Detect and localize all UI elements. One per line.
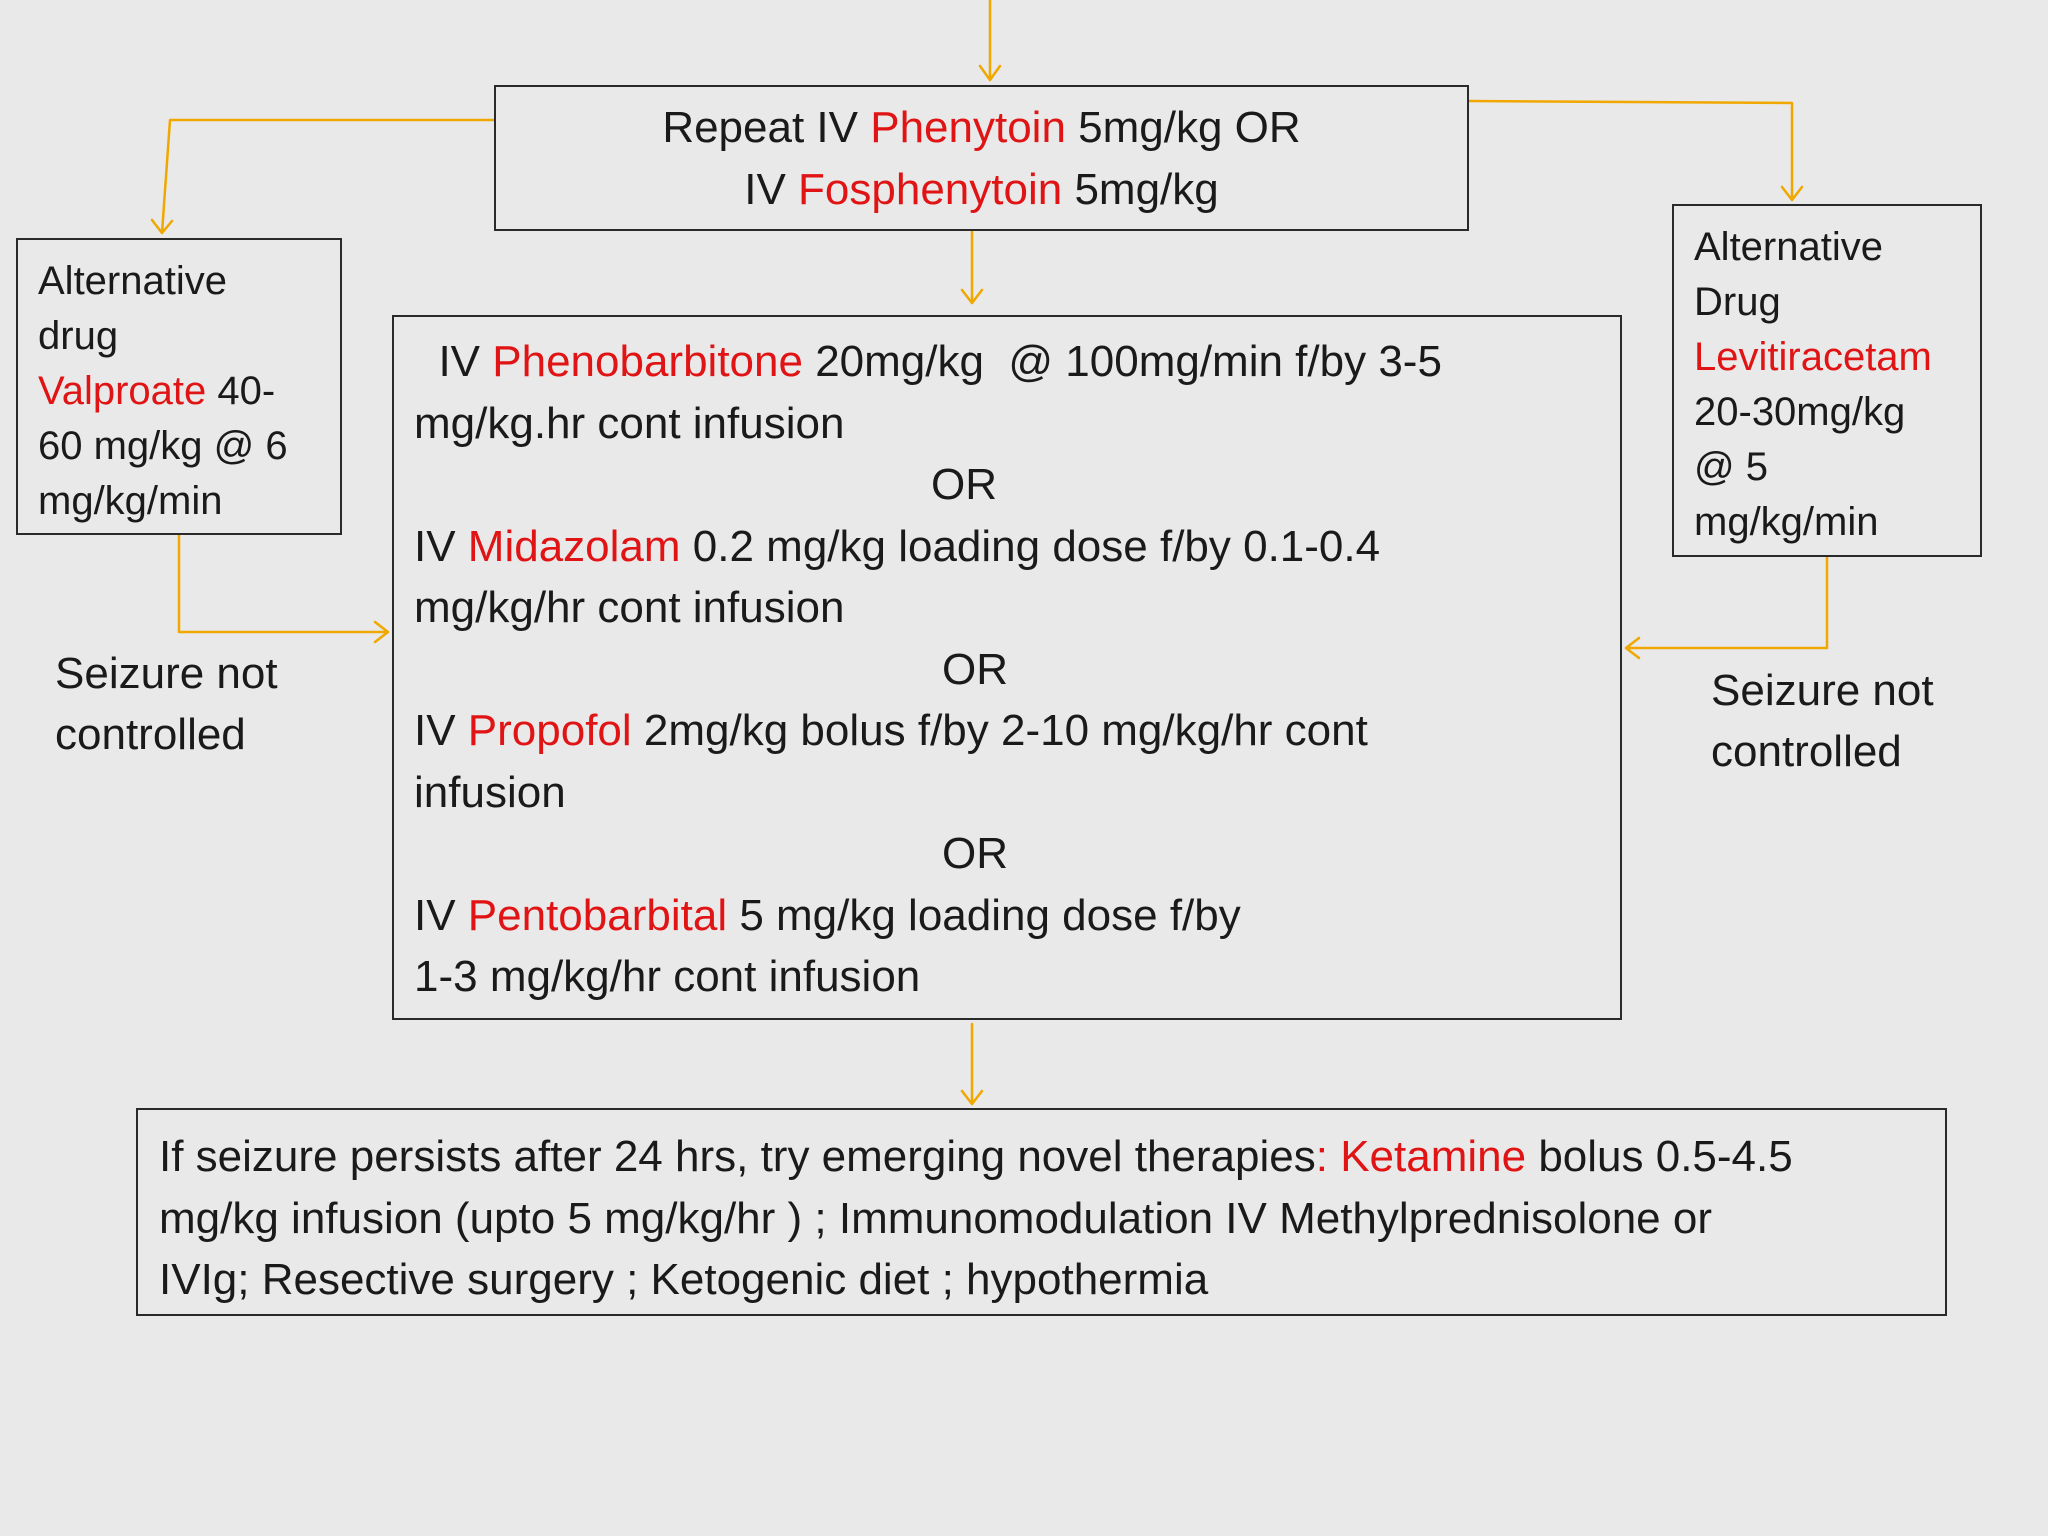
pentobarbital-line: IV Pentobarbital 5 mg/kg loading dose f/by bbox=[414, 890, 1241, 940]
repeat-phenytoin-box bbox=[494, 85, 1469, 231]
phenobarbitone-line-2: mg/kg.hr cont infusion bbox=[414, 398, 845, 448]
midazolam-line-2: mg/kg/hr cont infusion bbox=[414, 583, 845, 632]
fosphenytoin-line: IV Fosphenytoin 5mg/kg bbox=[744, 165, 1219, 214]
left-box-line: Alternative bbox=[38, 259, 227, 303]
novel-therapies-line-2: mg/kg infusion (upto 5 mg/kg/hr ) ; Immunomodulation IV Methylprednisolone or bbox=[159, 1193, 1712, 1243]
midazolam-line: IV Midazolam 0.2 mg/kg loading dose f/by 0.1-0.4 bbox=[414, 521, 1381, 571]
arrow-main-to-bottom bbox=[962, 1024, 982, 1104]
arrow-left-to-main bbox=[179, 535, 388, 642]
arrow-right-to-main bbox=[1626, 557, 1827, 658]
novel-therapies-line-3: IVIg; Resective surgery ; Ketogenic diet ; hypothermia bbox=[159, 1255, 1209, 1304]
left-box-line: 60 mg/kg @ 6 bbox=[38, 424, 288, 468]
arrow-to-right-alternative bbox=[1469, 101, 1802, 200]
or-separator: OR bbox=[942, 644, 1008, 694]
arrow-incoming-top bbox=[980, 0, 1000, 80]
left-box-line: Valproate 40- bbox=[38, 369, 276, 413]
drug-phenytoin: Phenytoin bbox=[870, 103, 1066, 152]
drug-pentobarbital: Pentobarbital bbox=[467, 890, 728, 940]
drug-fosphenytoin: Fosphenytoin bbox=[798, 165, 1063, 214]
phenobarbitone-line: IV Phenobarbitone 20mg/kg @ 100mg/min f/by 3-5 bbox=[414, 337, 1442, 386]
or-separator: OR bbox=[931, 460, 997, 509]
left-box-line: mg/kg/min bbox=[38, 479, 223, 523]
valproate-alternative-box bbox=[16, 238, 342, 535]
right-box-line: mg/kg/min bbox=[1694, 500, 1879, 544]
novel-therapies-box bbox=[136, 1108, 1947, 1316]
propofol-line-2: infusion bbox=[414, 767, 566, 817]
refractory-treatment-options-box bbox=[392, 315, 1622, 1020]
drug-midazolam: Midazolam bbox=[467, 521, 681, 571]
drug-levitiracetam: Levitiracetam bbox=[1694, 335, 1932, 379]
repeat-phenytoin-line: Repeat IV Phenytoin 5mg/kg OR bbox=[662, 103, 1301, 152]
drug-propofol: Propofol bbox=[467, 706, 632, 755]
or-separator: OR bbox=[942, 829, 1008, 878]
arrow-to-left-alternative bbox=[152, 120, 494, 233]
left-box-line: drug bbox=[38, 314, 119, 358]
right-box-line: 20-30mg/kg bbox=[1694, 390, 1906, 434]
pentobarbital-line-2: 1-3 mg/kg/hr cont infusion bbox=[414, 952, 921, 1001]
right-box-line: Drug bbox=[1694, 280, 1781, 324]
right-box-line: Alternative bbox=[1694, 225, 1883, 269]
arrow-top-to-main bbox=[962, 224, 982, 303]
seizure-not-controlled-right-label: Seizure not controlled bbox=[1711, 666, 1934, 776]
drug-ketamine: Ketamine bbox=[1340, 1132, 1527, 1181]
propofol-line: IV Propofol 2mg/kg bolus f/by 2-10 mg/kg/hr cont bbox=[414, 706, 1368, 755]
right-box-line: @ 5 bbox=[1694, 445, 1768, 489]
drug-valproate: Valproate bbox=[38, 369, 207, 413]
drug-phenobarbitone: Phenobarbitone bbox=[492, 337, 803, 386]
novel-therapies-line-1: If seizure persists after 24 hrs, try emerging novel therapies: Ketamine bolus 0.5-4.5 bbox=[159, 1132, 1793, 1181]
seizure-not-controlled-left-label: Seizure not controlled bbox=[55, 649, 278, 759]
levetiracetam-alternative-box bbox=[1672, 204, 1982, 557]
